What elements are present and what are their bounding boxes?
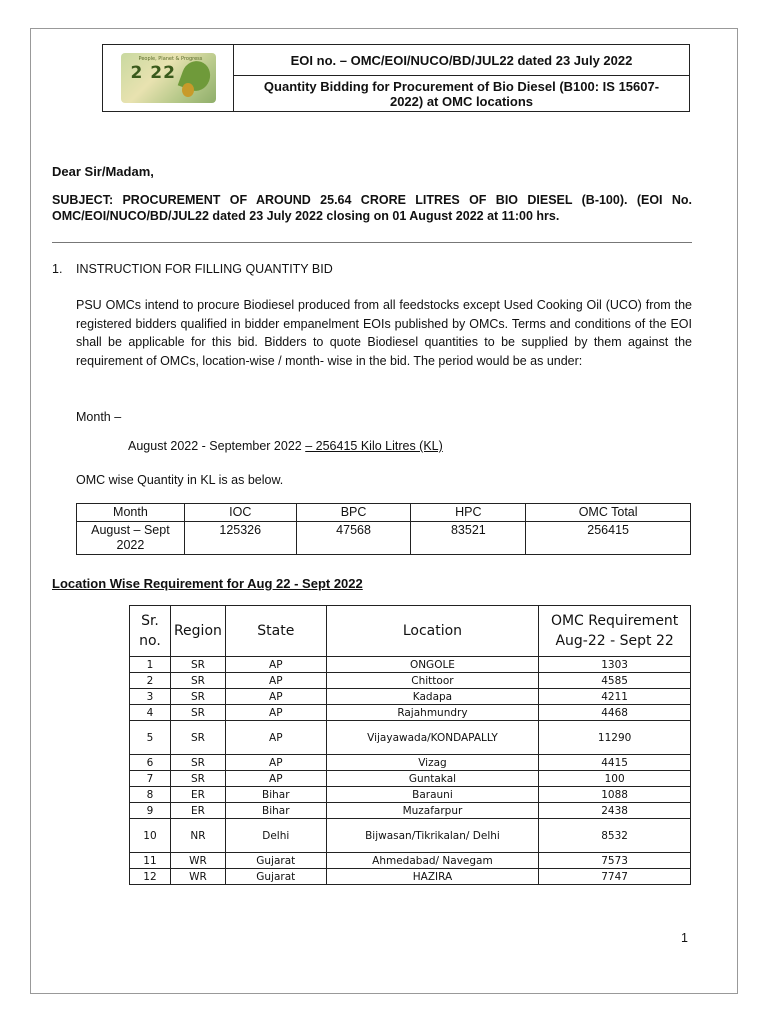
cell-requirement: 7747 bbox=[539, 869, 691, 885]
month-period-line bbox=[128, 439, 443, 453]
cell-requirement: 4211 bbox=[539, 689, 691, 705]
table-row bbox=[130, 787, 691, 803]
header-text bbox=[234, 45, 689, 111]
page-number: 1 bbox=[681, 931, 688, 945]
divider bbox=[52, 242, 692, 243]
cell-sr-no: 11 bbox=[130, 853, 171, 869]
cell-state: AP bbox=[225, 755, 326, 771]
table-row bbox=[130, 689, 691, 705]
month-quantity: – 256415 Kilo Litres (KL) bbox=[305, 439, 443, 453]
cell-requirement: 8532 bbox=[539, 819, 691, 853]
cell-requirement: 1088 bbox=[539, 787, 691, 803]
salutation: Dear Sir/Madam, bbox=[52, 164, 154, 179]
table-row bbox=[130, 771, 691, 787]
cell-location: Kadapa bbox=[326, 689, 539, 705]
table-row bbox=[130, 819, 691, 853]
table-row bbox=[130, 721, 691, 755]
logo-cell bbox=[103, 45, 234, 111]
cell-requirement: 4585 bbox=[539, 673, 691, 689]
cell-requirement: 11290 bbox=[539, 721, 691, 755]
location-heading: Location Wise Requirement for Aug 22 - Sept 2022 bbox=[52, 576, 363, 591]
location-requirement-table bbox=[129, 605, 691, 885]
table-row bbox=[130, 673, 691, 689]
logo-tagline: People, Planet & Progress bbox=[138, 56, 203, 62]
cell-sr-no: 12 bbox=[130, 869, 171, 885]
cell-location: Rajahmundry bbox=[326, 705, 539, 721]
cell-location: Ahmedabad/ Navegam bbox=[326, 853, 539, 869]
cell-state: AP bbox=[225, 657, 326, 673]
month-label: Month – bbox=[76, 410, 122, 424]
cell-region: SR bbox=[170, 771, 225, 787]
cell-location: Vizag bbox=[326, 755, 539, 771]
cell-region: SR bbox=[170, 673, 225, 689]
cell-requirement: 4415 bbox=[539, 755, 691, 771]
header-region: Region bbox=[170, 606, 225, 657]
cell-state: AP bbox=[225, 673, 326, 689]
cell-region: SR bbox=[170, 721, 225, 755]
oil-drop-icon bbox=[182, 83, 194, 97]
cell-sr-no: 2 bbox=[130, 673, 171, 689]
cell-location: Bijwasan/Tikrikalan/ Delhi bbox=[326, 819, 539, 853]
cell-hpc: 83521 bbox=[411, 522, 526, 555]
section-title bbox=[52, 262, 333, 276]
cell-state: Delhi bbox=[225, 819, 326, 853]
table-row bbox=[130, 869, 691, 885]
header-omc-total: OMC Total bbox=[526, 504, 691, 522]
subject-line: SUBJECT: PROCUREMENT OF AROUND 25.64 CRORE LITRES OF BIO DIESEL (B-100). (EOI No. OMC/EOI/NUCO/BD/JUL22 dated 23 July 2022 closing on 01 August 2022 at 11:00 hrs. bbox=[52, 193, 692, 223]
document-title: Quantity Bidding for Procurement of Bio Diesel (B100: IS 15607-2022) at OMC locations bbox=[263, 78, 660, 109]
cell-region: SR bbox=[170, 755, 225, 771]
cell-sr-no: 8 bbox=[130, 787, 171, 803]
cell-sr-no: 3 bbox=[130, 689, 171, 705]
cell-sr-no: 6 bbox=[130, 755, 171, 771]
omc-quantity-table bbox=[76, 503, 691, 555]
cell-state: Bihar bbox=[225, 803, 326, 819]
cell-region: ER bbox=[170, 803, 225, 819]
cell-region: WR bbox=[170, 869, 225, 885]
cell-omc-total: 256415 bbox=[526, 522, 691, 555]
section-heading: INSTRUCTION FOR FILLING QUANTITY BID bbox=[76, 262, 333, 276]
cell-sr-no: 5 bbox=[130, 721, 171, 755]
cell-month: August – Sept 2022 bbox=[77, 522, 185, 555]
cell-location: Barauni bbox=[326, 787, 539, 803]
cell-region: SR bbox=[170, 705, 225, 721]
table-header-row bbox=[77, 504, 691, 522]
table-row bbox=[130, 657, 691, 673]
table-row bbox=[130, 705, 691, 721]
header-hpc: HPC bbox=[411, 504, 526, 522]
cell-location: Vijayawada/KONDAPALLY bbox=[326, 721, 539, 755]
table-row bbox=[130, 755, 691, 771]
cell-requirement: 100 bbox=[539, 771, 691, 787]
cell-state: Gujarat bbox=[225, 869, 326, 885]
event-logo bbox=[121, 53, 216, 103]
cell-location: Guntakal bbox=[326, 771, 539, 787]
cell-location: HAZIRA bbox=[326, 869, 539, 885]
header-omc-requirement: OMC Requirement Aug-22 - Sept 22 bbox=[539, 606, 691, 657]
table-row bbox=[77, 522, 691, 555]
month-period: August 2022 - September 2022 bbox=[128, 439, 306, 453]
logo-year: 2 22 bbox=[130, 63, 176, 83]
header-location: Location bbox=[326, 606, 539, 657]
table-row bbox=[130, 853, 691, 869]
cell-region: WR bbox=[170, 853, 225, 869]
section-number: 1. bbox=[52, 262, 63, 276]
cell-sr-no: 10 bbox=[130, 819, 171, 853]
cell-region: SR bbox=[170, 689, 225, 705]
document-header bbox=[102, 44, 690, 112]
cell-location: Chittoor bbox=[326, 673, 539, 689]
cell-region: NR bbox=[170, 819, 225, 853]
eoi-number: EOI no. – OMC/EOI/NUCO/BD/JUL22 dated 23 July 2022 bbox=[234, 45, 689, 76]
cell-requirement: 7573 bbox=[539, 853, 691, 869]
cell-state: AP bbox=[225, 721, 326, 755]
header-sr-no: Sr. no. bbox=[130, 606, 171, 657]
cell-region: SR bbox=[170, 657, 225, 673]
cell-location: Muzafarpur bbox=[326, 803, 539, 819]
cell-location: ONGOLE bbox=[326, 657, 539, 673]
cell-state: AP bbox=[225, 705, 326, 721]
table-row bbox=[130, 803, 691, 819]
cell-state: AP bbox=[225, 771, 326, 787]
cell-ioc: 125326 bbox=[184, 522, 296, 555]
cell-sr-no: 4 bbox=[130, 705, 171, 721]
cell-bpc: 47568 bbox=[296, 522, 411, 555]
table-header-row bbox=[130, 606, 691, 657]
cell-sr-no: 7 bbox=[130, 771, 171, 787]
header-month: Month bbox=[77, 504, 185, 522]
cell-requirement: 2438 bbox=[539, 803, 691, 819]
header-state: State bbox=[225, 606, 326, 657]
cell-state: Gujarat bbox=[225, 853, 326, 869]
cell-region: ER bbox=[170, 787, 225, 803]
cell-requirement: 1303 bbox=[539, 657, 691, 673]
instruction-paragraph: PSU OMCs intend to procure Biodiesel produced from all feedstocks except Used Cooking Oil (UCO) from the registered bidders qualified in bidder empanelment EOIs published by OMCs. Terms and conditions of the EOI shall be applicable for this bid. Bidders to quote Biodiesel quantities to be supplied by them against the requirement of OMCs, location-wise / month- wise in the bid. The period would be as under: bbox=[76, 298, 692, 368]
header-ioc: IOC bbox=[184, 504, 296, 522]
omc-quantity-label: OMC wise Quantity in KL is as below. bbox=[76, 473, 284, 487]
cell-state: AP bbox=[225, 689, 326, 705]
header-bpc: BPC bbox=[296, 504, 411, 522]
cell-sr-no: 1 bbox=[130, 657, 171, 673]
cell-state: Bihar bbox=[225, 787, 326, 803]
cell-sr-no: 9 bbox=[130, 803, 171, 819]
cell-requirement: 4468 bbox=[539, 705, 691, 721]
